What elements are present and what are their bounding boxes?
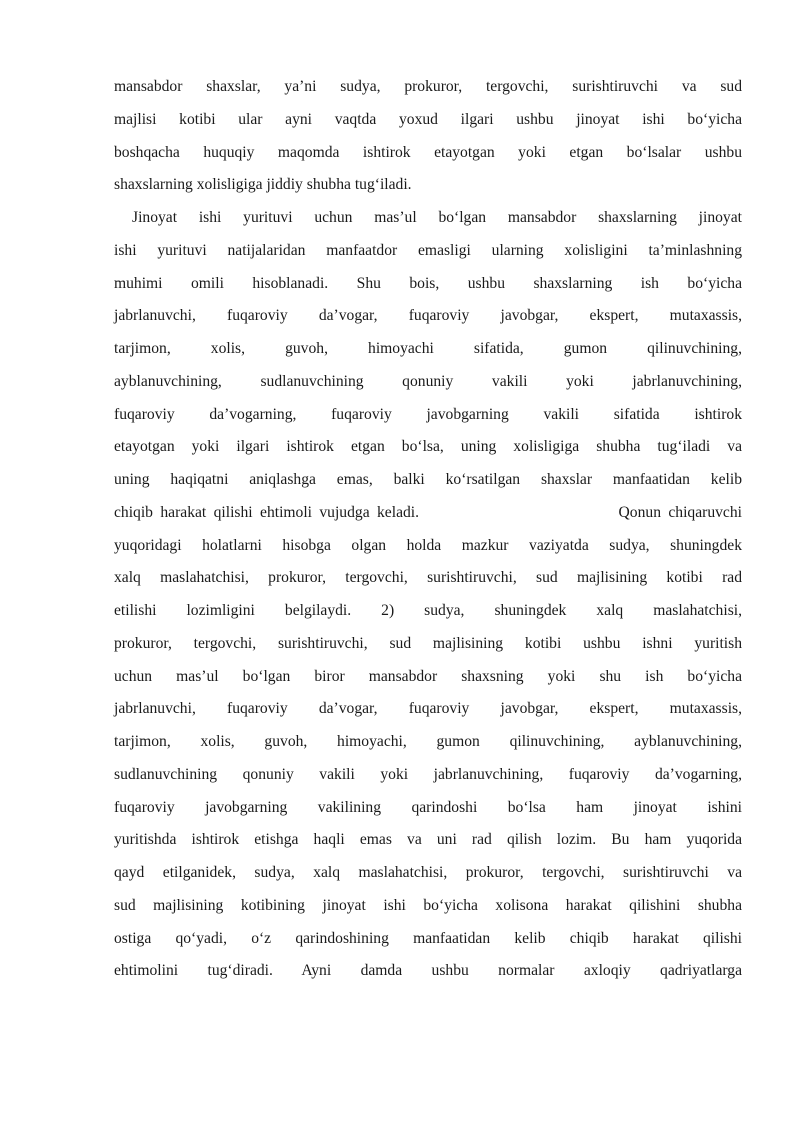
- text-line: uning haqiqatni aniqlashga emas, balki ko‘rsatilgan shaxslar manfaatidan kelib: [114, 471, 742, 488]
- text-line: sud majlisining kotibining jinoyat ishi bo‘yicha xolisona harakat qilishini shubha: [114, 896, 742, 914]
- text-line: ayblanuvchining, sudlanuvchining qonuniy vakili yoki jabrlanuvchining,: [114, 372, 742, 390]
- text-line: jabrlanuvchi, fuqaroviy da’vogar, fuqaroviy javobgar, ekspert, mutaxassis,: [114, 307, 742, 325]
- text-line: fuqaroviy javobgarning vakilining qarindoshi bo‘lsa ham jinoyat ishini: [114, 798, 742, 816]
- text-line: mansabdor shaxslar, ya’ni sudya, prokuror, tergovchi, surishtiruvchi va sud: [114, 78, 742, 95]
- text-line: tarjimon, xolis, guvoh, himoyachi, gumon qilinuvchining, ayblanuvchining,: [114, 733, 742, 750]
- text-line: sudlanuvchining qonuniy vakili yoki jabrlanuvchining, fuqaroviy da’vogarning,: [114, 765, 742, 783]
- text-line: shaxslarning xolisligiga jiddiy shubha tug‘iladi.: [114, 176, 412, 194]
- text-line: boshqacha huquqiy maqomda ishtirok etayotgan yoki etgan bo‘lsalar ushbu: [114, 143, 742, 161]
- text-line: tarjimon, xolis, guvoh, himoyachi sifatida, gumon qilinuvchining,: [114, 340, 742, 357]
- text-line: ehtimolini tug‘diradi. Ayni damda ushbu normalar axloqiy qadriyatlarga: [114, 962, 742, 980]
- text-line: yuqoridagi holatlarni hisobga olgan holda mazkur vaziyatda sudya, shuningdek: [114, 536, 742, 554]
- text-line: ostiga qo‘yadi, o‘z qarindoshining manfaatidan kelib chiqib harakat qilishi: [114, 929, 742, 947]
- text-line: etayotgan yoki ilgari ishtirok etgan bo‘lsa, uning xolisligiga shubha tug‘iladi va: [114, 438, 742, 456]
- text-line: ishi yurituvi natijalaridan manfaatdor emasligi ularning xolisligini ta’minlashning: [114, 241, 742, 259]
- text-line: prokuror, tergovchi, surishtiruvchi, sud majlisining kotibi ushbu ishni yuritish: [114, 634, 742, 652]
- text-line: fuqaroviy da’vogarning, fuqaroviy javobgarning vakili sifatida ishtirok: [114, 405, 742, 423]
- text-line: etilishi lozimligini belgilaydi. 2) sudya, shuningdek xalq maslahatchisi,: [114, 602, 742, 619]
- document-page: [114, 71, 742, 988]
- text-line: chiqib harakat qilishi ehtimoli vujudga keladi. Qonun chiqaruvchi: [114, 503, 742, 521]
- text-line: Jinoyat ishi yurituvi uchun mas’ul bo‘lgan mansabdor shaxslarning jinoyat: [132, 209, 742, 226]
- text-line: majlisi kotibi ular ayni vaqtda yoxud ilgari ushbu jinoyat ishi bo‘yicha: [114, 110, 742, 128]
- text-line: muhimi omili hisoblanadi. Shu bois, ushbu shaxslarning ish bo‘yicha: [114, 274, 742, 292]
- text-line: jabrlanuvchi, fuqaroviy da’vogar, fuqaroviy javobgar, ekspert, mutaxassis,: [114, 700, 742, 718]
- text-line: yuritishda ishtirok etishga haqli emas va uni rad qilish lozim. Bu ham yuqorida: [114, 831, 742, 849]
- text-line: qayd etilganidek, sudya, xalq maslahatchisi, prokuror, tergovchi, surishtiruvchi va: [114, 864, 742, 881]
- text-line: xalq maslahatchisi, prokuror, tergovchi, surishtiruvchi, sud majlisining kotibi rad: [114, 569, 742, 587]
- text-line: uchun mas’ul bo‘lgan biror mansabdor shaxsning yoki shu ish bo‘yicha: [114, 667, 742, 685]
